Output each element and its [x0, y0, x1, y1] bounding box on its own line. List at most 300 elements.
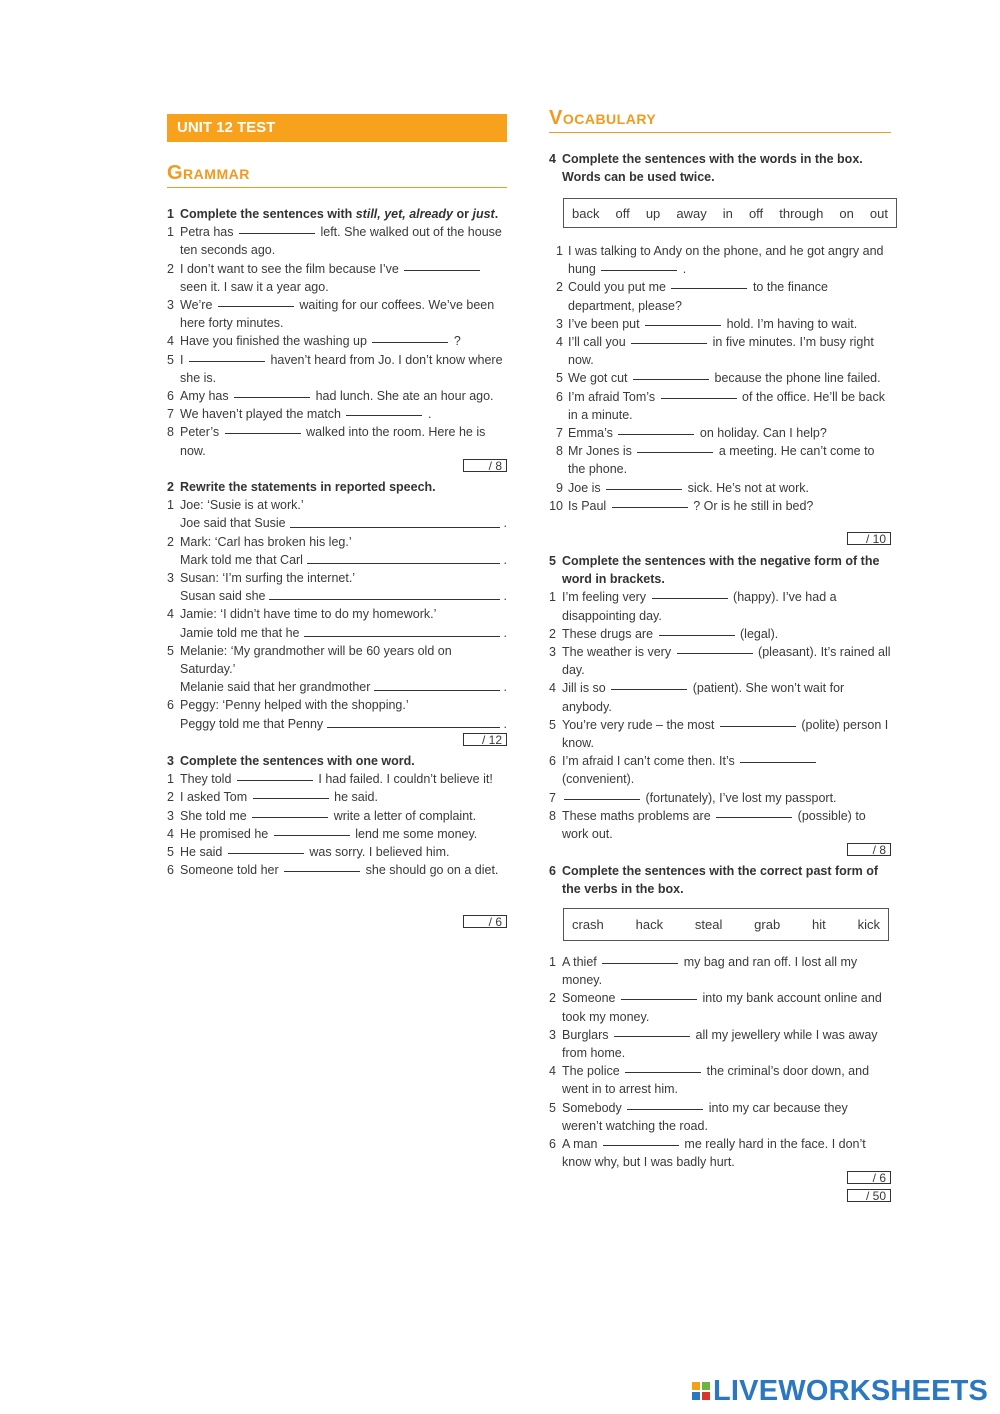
item-number: 8 — [167, 425, 174, 440]
item-answer-line: Joe said that Susie . — [180, 514, 507, 532]
list-item — [549, 789, 891, 807]
item-text-after: . — [682, 262, 687, 277]
list-item — [549, 333, 891, 369]
item-number: 2 — [549, 991, 556, 1006]
item-text-before: These drugs are — [562, 626, 654, 641]
list-item — [549, 242, 891, 278]
answer-blank[interactable] — [290, 527, 500, 528]
item-answer-line: Susan said she . — [180, 587, 507, 605]
item-text — [180, 605, 507, 641]
answer-blank[interactable] — [740, 762, 816, 763]
item-number: 3 — [556, 316, 563, 331]
item-answer-prompt: Mark told me that Carl — [180, 552, 303, 567]
item-answer-line: Mark told me that Carl . — [180, 551, 507, 569]
item-text-before: I don’t want to see the film because I’ve — [180, 261, 399, 276]
answer-blank[interactable] — [652, 598, 728, 599]
item-number: 3 — [549, 645, 556, 660]
item-text — [568, 479, 891, 497]
box-word: away — [676, 205, 707, 221]
answer-blank[interactable] — [645, 325, 721, 326]
item-text — [180, 387, 507, 405]
answer-blank[interactable] — [716, 817, 792, 818]
logo-square — [692, 1392, 700, 1400]
list-item — [167, 533, 507, 569]
item-number: 6 — [549, 754, 556, 769]
box-word: out — [869, 205, 888, 221]
item-text-before: He promised he — [180, 826, 269, 841]
item-text-before: Jill is so — [562, 681, 606, 696]
item-text-after: was sorry. I believed him. — [309, 845, 450, 860]
answer-blank[interactable] — [720, 726, 796, 727]
item-text — [562, 1099, 891, 1135]
grammar-heading: Grammar — [167, 162, 507, 188]
list-item — [549, 424, 891, 442]
item-text-after: into my car because they weren’t watching the road. — [562, 1100, 848, 1133]
box-word: hit — [812, 917, 826, 932]
item-text — [180, 496, 507, 532]
item-text — [562, 1135, 891, 1171]
list-item — [167, 807, 507, 825]
item-number: 1 — [167, 498, 174, 513]
item-text — [568, 333, 891, 369]
answer-blank[interactable] — [327, 727, 499, 728]
item-number: 4 — [549, 1064, 556, 1079]
item-text-after: he said. — [334, 790, 378, 805]
item-text-after: waiting for our coffees. We’ve been here forty minutes. — [180, 298, 495, 331]
list-item — [549, 588, 891, 624]
answer-blank[interactable] — [611, 689, 687, 690]
item-answer-line: Jamie told me that he . — [180, 624, 507, 642]
item-number: 3 — [167, 571, 174, 586]
word-box-6 — [563, 908, 889, 941]
list-item — [167, 788, 507, 806]
box-word: up — [645, 205, 661, 221]
item-number: 4 — [549, 681, 556, 696]
list-item — [549, 1135, 891, 1171]
answer-blank[interactable] — [274, 835, 350, 836]
item-text — [562, 953, 891, 989]
item-number: 2 — [167, 261, 174, 276]
list-item — [167, 496, 507, 532]
item-text-after: (patient). She won’t wait for anybody. — [562, 681, 845, 714]
item-text — [568, 442, 891, 478]
list-item — [167, 843, 507, 861]
item-text — [180, 260, 507, 296]
item-number: 4 — [556, 335, 563, 350]
item-text — [562, 1026, 891, 1062]
item-text-before: Peter’s — [180, 425, 220, 440]
item-text — [562, 752, 891, 788]
logo-square — [702, 1392, 710, 1400]
item-text — [568, 424, 891, 442]
answer-blank[interactable] — [627, 1109, 703, 1110]
item-text-after: (happy). I’ve had a disappointing day. — [562, 590, 837, 623]
answer-blank[interactable] — [218, 306, 294, 307]
item-answer-line: Peggy told me that Penny . — [180, 715, 507, 733]
item-number: 1 — [549, 955, 556, 969]
item-quote: Mark: ‘Carl has broken his leg.’ — [180, 534, 352, 549]
list-item — [549, 953, 891, 989]
item-number: 2 — [556, 280, 563, 295]
list-item — [167, 696, 507, 732]
list-item — [167, 387, 507, 405]
answer-blank[interactable] — [671, 288, 747, 289]
answer-blank[interactable] — [659, 635, 735, 636]
item-quote: Susan: ‘I’m surfing the internet.’ — [180, 571, 356, 586]
answer-blank[interactable] — [633, 379, 709, 380]
list-item — [167, 223, 507, 259]
answer-blank[interactable] — [637, 452, 713, 453]
item-number: 7 — [167, 407, 174, 422]
item-text-before: I’m afraid I can’t come then. It’s — [562, 754, 735, 769]
answer-blank[interactable] — [564, 799, 640, 800]
exercise-5-score: / 8 — [847, 843, 891, 856]
item-text-before: These maths problems are — [562, 808, 711, 823]
item-number: 2 — [167, 534, 174, 549]
item-text — [562, 789, 891, 807]
item-number: 4 — [167, 826, 174, 841]
list-item — [549, 716, 891, 752]
item-text — [180, 807, 507, 825]
list-item — [167, 296, 507, 332]
item-text-after: (convenient). — [562, 772, 635, 787]
list-item — [549, 752, 891, 788]
answer-blank[interactable] — [372, 342, 448, 343]
item-text-before: I’ll call you — [568, 335, 626, 350]
answer-blank[interactable] — [618, 434, 694, 435]
box-word: through — [779, 205, 824, 221]
box-word: crash — [572, 917, 604, 932]
item-text — [568, 388, 891, 424]
item-text — [568, 315, 891, 333]
item-text-before: Amy has — [180, 389, 229, 404]
item-text — [180, 642, 507, 697]
list-item — [549, 278, 891, 314]
item-number: 3 — [549, 1027, 556, 1042]
list-item — [167, 405, 507, 423]
item-answer-line: Melanie said that her grandmother . — [180, 678, 507, 696]
item-number: 1 — [167, 772, 174, 787]
answer-blank[interactable] — [228, 853, 304, 854]
exercise-3-score: / 6 — [463, 915, 507, 928]
item-text-after: my bag and ran off. I lost all my money. — [562, 955, 858, 988]
item-text — [562, 643, 891, 679]
item-text-after: (possible) to work out. — [562, 808, 866, 842]
item-number: 3 — [167, 808, 174, 823]
answer-blank[interactable] — [621, 999, 697, 1000]
exercise-6-items — [549, 953, 891, 1171]
answer-blank[interactable] — [237, 780, 313, 781]
item-number: 10 — [549, 498, 563, 513]
item-text — [180, 569, 507, 605]
answer-blank[interactable] — [603, 1145, 679, 1146]
item-text-before: We got cut — [568, 371, 628, 386]
exercise-4-items — [549, 242, 891, 515]
item-text — [180, 843, 507, 861]
box-word: in — [722, 205, 733, 221]
item-text — [180, 696, 507, 732]
item-text-after: seen it. I saw it a year ago. — [180, 279, 329, 294]
item-text-after: ? Or is he still in bed? — [693, 498, 814, 513]
item-text-before: You’re very rude – the most — [562, 717, 715, 732]
answer-blank[interactable] — [614, 1036, 690, 1037]
item-text-before: I’ve been put — [568, 316, 640, 331]
box-word: hack — [635, 917, 664, 932]
item-text-before: I was talking to Andy on the phone, and he got angry and hung — [568, 244, 884, 277]
item-text-after: I had failed. I couldn’t believe it! — [318, 772, 493, 787]
item-text — [180, 533, 507, 569]
box-word: back — [572, 205, 600, 221]
item-text-before: A man — [562, 1137, 598, 1152]
item-text-before: A thief — [562, 955, 597, 969]
item-text-before: Mr Jones is — [568, 444, 632, 459]
item-text-before: Someone — [562, 991, 616, 1006]
item-text-after: (fortunately), I’ve lost my passport. — [645, 790, 837, 805]
item-text-after: . — [427, 407, 432, 422]
vocabulary-heading: Vocabulary — [549, 107, 891, 133]
answer-blank[interactable] — [225, 433, 301, 434]
item-text-before: I’m feeling very — [562, 590, 647, 605]
exercise-2 — [167, 478, 507, 733]
item-text-before: We haven’t played the match — [180, 407, 341, 422]
item-text-after: write a letter of complaint. — [333, 808, 477, 823]
answer-blank[interactable] — [601, 270, 677, 271]
item-number: 5 — [549, 717, 556, 732]
item-text-after: haven’t heard from Jo. I don’t know where she is. — [180, 352, 503, 385]
item-text-after: had lunch. She ate an hour ago. — [315, 389, 494, 404]
item-quote: Jamie: ‘I didn’t have time to do my homework.’ — [180, 607, 437, 622]
list-item — [167, 332, 507, 350]
answer-blank[interactable] — [404, 270, 480, 271]
item-text-after: hold. I’m having to wait. — [726, 316, 858, 331]
item-text-before: Someone told her — [180, 863, 279, 878]
list-item — [167, 423, 507, 459]
list-item — [549, 1062, 891, 1098]
logo-square — [702, 1382, 710, 1390]
answer-blank[interactable] — [269, 599, 499, 600]
answer-blank[interactable] — [374, 690, 499, 691]
item-text — [180, 332, 507, 350]
answer-blank[interactable] — [284, 871, 360, 872]
item-text-before: Emma’s — [568, 426, 613, 441]
list-item — [549, 989, 891, 1025]
list-item — [549, 807, 891, 843]
item-number: 1 — [556, 244, 563, 258]
item-text — [180, 405, 507, 423]
answer-blank[interactable] — [612, 507, 688, 508]
list-item — [549, 497, 891, 515]
item-answer-prompt: Joe said that Susie — [180, 516, 286, 531]
answer-blank[interactable] — [239, 233, 315, 234]
exercise-3-instruction: 3 Complete the sentences with one word. — [167, 754, 415, 768]
answer-blank[interactable] — [304, 636, 500, 637]
item-text — [180, 770, 507, 788]
box-word: grab — [754, 917, 781, 932]
item-number: 6 — [167, 389, 174, 404]
item-text — [568, 497, 891, 515]
item-text-before: I — [180, 352, 184, 367]
item-text-after: walked into the room. Here he is now. — [180, 425, 486, 458]
item-text-after: on holiday. Can I help? — [699, 426, 827, 441]
item-text-after: a meeting. He can’t come to the phone. — [568, 444, 875, 477]
exercise-6 — [549, 862, 891, 898]
item-quote: Peggy: ‘Penny helped with the shopping.’ — [180, 698, 409, 713]
item-text — [562, 679, 891, 715]
item-number: 5 — [549, 1100, 556, 1115]
item-text-after: sick. He’s not at work. — [687, 480, 809, 495]
item-text-before: Burglars — [562, 1027, 609, 1042]
item-text-after: me really hard in the face. I don’t know why, but I was badly hurt. — [562, 1137, 866, 1170]
item-number: 8 — [549, 808, 556, 823]
item-text-before: Have you finished the washing up — [180, 334, 367, 349]
item-text-after: (polite) person I know. — [562, 717, 889, 751]
list-item — [549, 388, 891, 424]
answer-blank[interactable] — [234, 397, 310, 398]
item-text-before: Could you put me — [568, 280, 666, 295]
item-number: 3 — [167, 298, 174, 313]
list-item — [167, 825, 507, 843]
item-answer-prompt: Melanie said that her grandmother — [180, 680, 371, 695]
answer-blank[interactable] — [625, 1072, 701, 1073]
box-word: kick — [857, 917, 880, 932]
item-number: 7 — [556, 426, 563, 441]
item-text-before: The weather is very — [562, 645, 672, 660]
item-text — [562, 1062, 891, 1098]
answer-blank[interactable] — [253, 798, 329, 799]
item-text-before: Is Paul — [568, 498, 607, 513]
exercise-6-instruction: 6 Complete the sentences with the correct past form of the verbs in the box. — [549, 864, 879, 897]
list-item — [167, 260, 507, 296]
item-number: 6 — [549, 1137, 556, 1152]
item-number: 2 — [167, 790, 174, 805]
exercise-6-score: / 6 — [847, 1171, 891, 1184]
item-text — [568, 369, 891, 387]
item-number: 9 — [556, 480, 563, 495]
item-text-after: lend me some money. — [355, 826, 478, 841]
logo-square — [692, 1382, 700, 1390]
item-text-after: (pleasant). It’s rained all day. — [562, 645, 891, 678]
item-number: 2 — [549, 626, 556, 641]
item-text-after: all my jewellery while I was away from home. — [562, 1027, 878, 1061]
exercise-2-instruction: 2 Rewrite the statements in reported speech. — [167, 480, 436, 494]
item-text — [568, 278, 891, 314]
item-text-before: I’m afraid Tom’s — [568, 389, 656, 404]
item-text — [180, 825, 507, 843]
item-text-after: left. She walked out of the house ten seconds ago. — [180, 225, 502, 258]
item-text-after: to the finance department, please? — [568, 280, 829, 313]
exercise-1-instruction: 1 Complete the sentences with still, yet, already or just. — [167, 207, 499, 221]
list-item — [549, 479, 891, 497]
exercise-4-instruction: 4 Complete the sentences with the words in the box. Words can be used twice. — [549, 152, 863, 185]
item-text — [180, 423, 507, 459]
item-text — [562, 989, 891, 1025]
list-item — [549, 1026, 891, 1062]
exercise-4-score: / 10 — [847, 532, 891, 545]
exercise-5-instruction: 5 Complete the sentences with the negative form of the word in brackets. — [549, 554, 880, 587]
list-item — [549, 679, 891, 715]
item-text-before: They told — [180, 772, 232, 787]
list-item — [167, 770, 507, 788]
item-number: 1 — [549, 590, 556, 605]
answer-blank[interactable] — [661, 398, 737, 399]
item-number: 6 — [556, 389, 563, 404]
item-text-after: into my bank account online and took my money. — [562, 991, 882, 1024]
item-text-after: (legal). — [740, 626, 779, 641]
list-item — [167, 351, 507, 387]
logo-text: LIVEWORKSHEETS — [713, 1374, 989, 1407]
item-text-before: Somebody — [562, 1100, 622, 1115]
item-text-after: ? — [453, 334, 461, 349]
liveworksheets-logo — [692, 1376, 988, 1406]
item-number: 4 — [167, 334, 174, 349]
item-number: 7 — [549, 790, 556, 805]
item-number: 5 — [167, 845, 174, 860]
item-text — [180, 788, 507, 806]
list-item — [549, 315, 891, 333]
item-number: 5 — [556, 371, 563, 386]
box-word: steal — [694, 917, 723, 932]
list-item — [549, 643, 891, 679]
item-text-before: He said — [180, 845, 223, 860]
item-text-after: she should go on a diet. — [365, 863, 499, 878]
item-number: 4 — [167, 607, 174, 622]
box-word: on — [839, 205, 854, 221]
item-text — [568, 242, 891, 278]
item-number: 6 — [167, 863, 174, 878]
item-number: 5 — [167, 643, 174, 658]
answer-blank[interactable] — [677, 653, 753, 654]
list-item — [549, 442, 891, 478]
answer-blank[interactable] — [307, 563, 500, 564]
list-item — [549, 625, 891, 643]
answer-blank[interactable] — [252, 817, 328, 818]
box-word: off — [615, 205, 630, 221]
list-item — [167, 569, 507, 605]
item-number: 5 — [167, 352, 174, 367]
answer-blank[interactable] — [631, 343, 707, 344]
unit-banner: UNIT 12 TEST — [167, 114, 507, 142]
item-text — [562, 625, 891, 643]
item-text — [562, 588, 891, 624]
item-number: 1 — [167, 225, 174, 240]
item-quote: Melanie: ‘My grandmother will be 60 years old on Saturday.’ — [180, 643, 452, 677]
answer-blank[interactable] — [602, 963, 678, 964]
logo-icon — [692, 1382, 710, 1400]
word-box-4 — [563, 198, 897, 228]
item-text — [180, 223, 507, 259]
exercise-4 — [549, 150, 891, 186]
item-text — [562, 716, 891, 752]
item-text — [562, 807, 891, 843]
item-text — [180, 296, 507, 332]
item-number: 6 — [167, 698, 174, 713]
item-text-before: Joe is — [568, 480, 601, 495]
item-answer-prompt: Susan said she — [180, 589, 266, 604]
item-text — [180, 351, 507, 387]
item-text-before: I asked Tom — [180, 790, 248, 805]
box-word: off — [748, 205, 764, 221]
total-score: / 50 — [847, 1189, 891, 1202]
answer-blank[interactable] — [346, 415, 422, 416]
item-text-before: The police — [562, 1064, 620, 1079]
item-answer-prompt: Peggy told me that Penny — [180, 716, 324, 731]
item-text-after: the criminal’s door down, and went in to arrest him. — [562, 1064, 870, 1097]
answer-blank[interactable] — [606, 489, 682, 490]
exercise-1-score: / 8 — [463, 459, 507, 472]
list-item — [167, 605, 507, 641]
answer-blank[interactable] — [189, 361, 265, 362]
list-item — [167, 642, 507, 697]
